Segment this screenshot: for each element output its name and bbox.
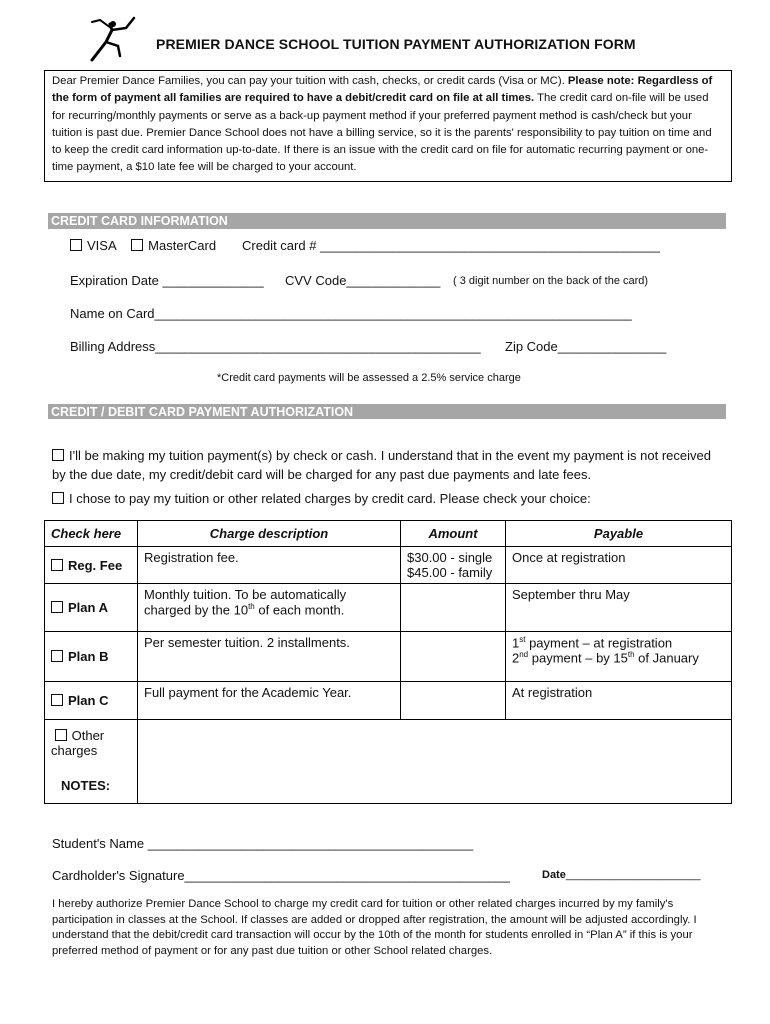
expiration-field[interactable]: Expiration Date ______________ (70, 273, 264, 288)
visa-label: VISA (87, 238, 116, 253)
table-row (45, 682, 732, 720)
col-charge-description: Charge description (138, 521, 401, 547)
plan-a-desc-line2: charged by the 10th of each month. (144, 602, 345, 618)
col-check-here: Check here (45, 521, 138, 547)
plan-c-desc: Full payment for the Academic Year. (138, 682, 401, 720)
cvv-note: ( 3 digit number on the back of the card) (453, 275, 649, 287)
plan-c-label: Plan C (68, 693, 109, 708)
credit-card-option: I chose to pay my tuition or other related charges by credit card. Please check your choice: (69, 491, 591, 506)
table-row (45, 720, 732, 804)
amount-family: $45.00 - family (407, 565, 493, 580)
intro-text: Dear Premier Dance Families, you can pay your tuition with cash, checks, or credit cards (Visa or MC). (52, 75, 568, 87)
billing-address-field[interactable]: Billing Address_____________________________________________ (70, 339, 481, 354)
other-charges-label2: charges (51, 743, 98, 758)
cardholder-signature-field[interactable]: Cardholder's Signature_____________________________________________ (52, 868, 510, 883)
page-title: PREMIER DANCE SCHOOL TUITION PAYMENT AUTHORIZATION FORM (156, 36, 636, 52)
intro-notice (44, 70, 732, 182)
table-row (45, 632, 732, 682)
plan-b-amount (401, 632, 506, 682)
credit-card-section-header: CREDIT CARD INFORMATION (48, 213, 726, 229)
other-charges-cell[interactable] (45, 720, 138, 804)
payment-plans-table (44, 520, 732, 804)
mastercard-label: MasterCard (148, 238, 217, 253)
visa-checkbox[interactable] (70, 239, 82, 251)
plan-b-checkbox[interactable] (51, 650, 63, 662)
check-cash-checkbox[interactable] (52, 449, 64, 461)
intro-text-cont: The credit card on-file will be used for recurring/monthly payments or serve as a back-up payment method if your preferred payment method is cash/check but your tuition is past due. Premier Dance School does not have a billing service, so it is the parents' responsibility to pay tuition on time and to keep the credit card information up-to-date. If there is an issue with the credit card on file for automatic recurring payment or one-time payment, a $10 late fee will be charged to your account. (52, 92, 712, 174)
table-row (45, 547, 732, 584)
plan-c-payable: At registration (506, 682, 732, 720)
reg-fee-label: Reg. Fee (68, 557, 123, 573)
table-header-row (45, 521, 732, 547)
table-row (45, 584, 732, 632)
plan-a-payable: September thru May (506, 584, 732, 632)
reg-fee-checkbox[interactable] (51, 559, 63, 571)
plan-c-check-cell[interactable] (45, 682, 138, 720)
plan-a-label: Plan A (68, 600, 108, 615)
plan-a-desc-line1: Monthly tuition. To be automatically (144, 587, 347, 602)
notes-field[interactable] (138, 720, 732, 804)
notes-label: NOTES: (61, 778, 111, 793)
col-amount: Amount (401, 521, 506, 547)
plan-b-desc: Per semester tuition. 2 installments. (138, 632, 401, 682)
date-label: Date (542, 869, 566, 881)
authorization-statement: I hereby authorize Premier Dance School to charge my credit card for tuition or other related charges incurred by my family's participation in classes at the School. If classes are added or dropped after registration, the amount will be adjusted accordingly. I understand that the debit/credit card transaction will occur by the 10th of the month for students enrolled in “Plan A” if this is your preferred method of payment or for any past due tuition or other School related charges. (52, 898, 697, 957)
plan-b-label: Plan B (68, 649, 109, 664)
cvv-field[interactable]: CVV Code_____________ (285, 273, 441, 288)
plan-a-amount (401, 584, 506, 632)
plan-c-checkbox[interactable] (51, 694, 63, 706)
other-charges-checkbox[interactable] (55, 729, 67, 741)
plan-a-checkbox[interactable] (51, 601, 63, 613)
credit-card-choice-checkbox[interactable] (52, 492, 64, 504)
col-payable: Payable (506, 521, 732, 547)
other-charges-label: Other (51, 728, 131, 743)
card-number-field[interactable]: Credit card # _______________________________________________ (242, 238, 660, 253)
reg-fee-check-cell[interactable] (45, 547, 138, 584)
plan-c-amount (401, 682, 506, 720)
reg-fee-amount (401, 547, 506, 584)
student-name-field[interactable]: Student's Name _____________________________________________ (52, 836, 474, 851)
plan-a-desc (138, 584, 401, 632)
name-on-card-field[interactable]: Name on Card__________________________________________________________________ (70, 306, 632, 321)
dancer-logo-icon (86, 16, 136, 62)
mastercard-checkbox[interactable] (131, 239, 143, 251)
authorization-section-header: CREDIT / DEBIT CARD PAYMENT AUTHORIZATION (48, 404, 726, 420)
zip-code-field[interactable]: Zip Code_______________ (505, 339, 667, 354)
plan-a-check-cell[interactable] (45, 584, 138, 632)
intro-bold-note: Please note: Regardless of the form of payment all families are required to have a debit/credit card on file at all times. (52, 75, 713, 105)
date-line: ______________________ (565, 869, 701, 881)
plan-b-check-cell[interactable] (45, 632, 138, 682)
plan-b-payment1: 1st payment – at registration (512, 635, 673, 651)
service-charge-note: *Credit card payments will be assessed a 2.5% service charge (217, 372, 521, 384)
check-cash-option: I'll be making my tuition payment(s) by check or cash. I understand that in the event my payment is not received by the due date, my credit/debit card will be charged for any past due payments and late fees. (52, 448, 711, 482)
reg-fee-desc: Registration fee. (138, 547, 401, 584)
date-field[interactable] (542, 869, 700, 881)
plan-b-payment2: 2nd payment – by 15th of January (512, 650, 699, 666)
amount-single: $30.00 - single (407, 550, 493, 565)
plan-b-payable (506, 632, 732, 682)
reg-fee-payable: Once at registration (506, 547, 732, 584)
